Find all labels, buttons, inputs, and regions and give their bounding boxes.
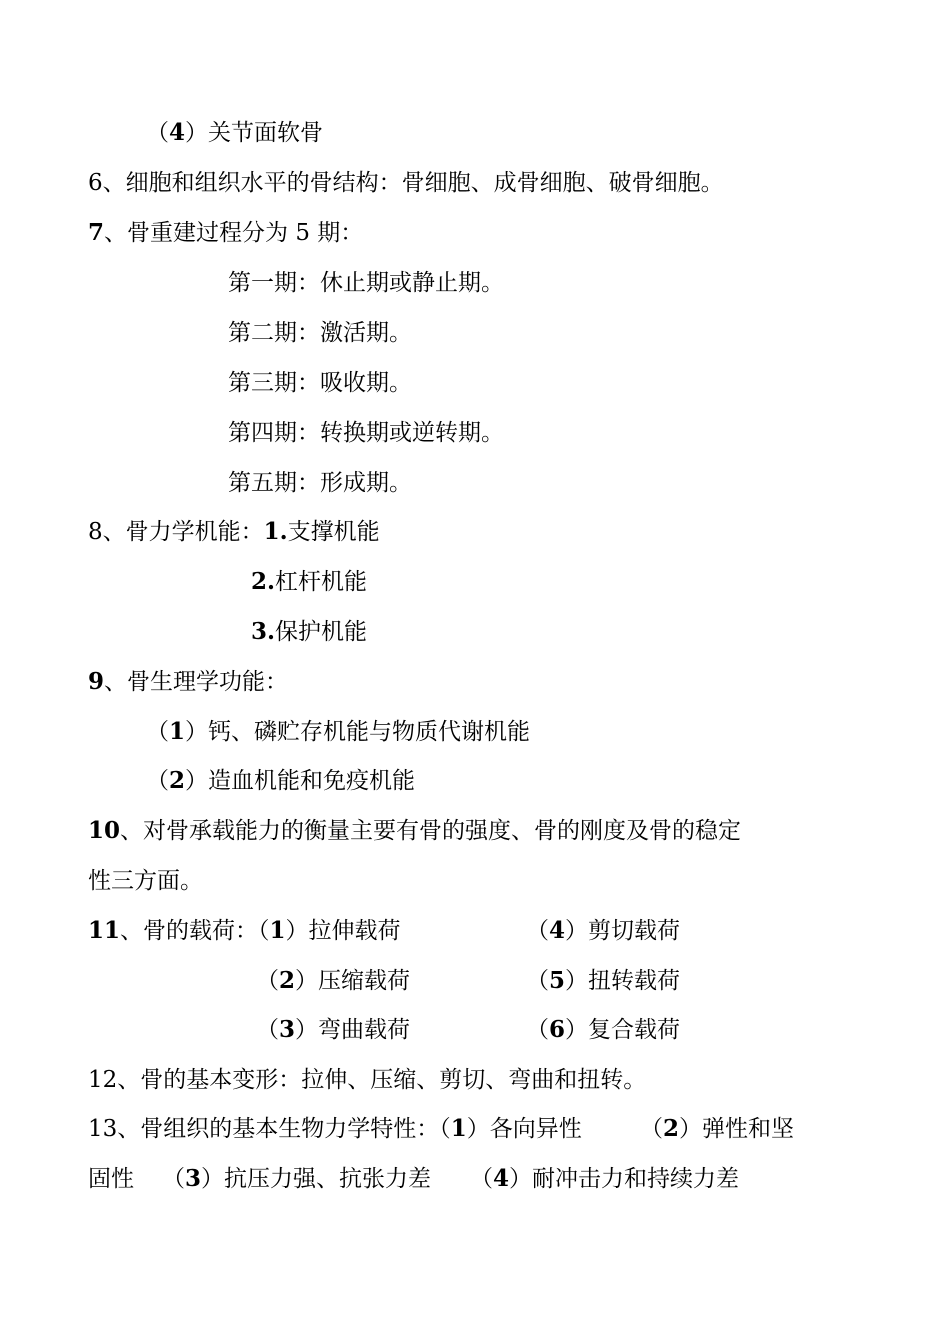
paren-open: （ bbox=[146, 719, 169, 745]
paren-close: ） bbox=[295, 968, 319, 994]
paren-open: （ bbox=[526, 918, 549, 944]
function-number: 2 bbox=[169, 767, 186, 794]
property-item bbox=[640, 1114, 794, 1144]
load-text: 扭转载荷 bbox=[588, 968, 681, 994]
function-number: 2. bbox=[251, 568, 276, 595]
paren-close: ） bbox=[285, 918, 309, 944]
item5-sub4 bbox=[146, 118, 323, 148]
item-number: 7 bbox=[88, 219, 105, 246]
item-8 bbox=[88, 517, 380, 547]
function-line bbox=[251, 567, 367, 597]
item-text: 、对骨承载能力的衡量主要有骨的强度、骨的刚度及骨的稳定 bbox=[120, 818, 742, 844]
property-number: 2 bbox=[663, 1115, 680, 1142]
property-item bbox=[470, 1164, 739, 1194]
function-line bbox=[251, 617, 367, 647]
item-13 bbox=[88, 1114, 828, 1144]
paren-open: （ bbox=[146, 120, 169, 146]
load-text: 压缩载荷 bbox=[318, 968, 411, 994]
load-number: 4 bbox=[549, 917, 566, 944]
item-number: 6 bbox=[88, 170, 103, 196]
item-number: 10 bbox=[88, 817, 121, 844]
load-number: 6 bbox=[549, 1016, 566, 1043]
function-number: 3. bbox=[251, 618, 276, 645]
item-text: 、细胞和组织水平的骨结构：骨细胞、成骨细胞、破骨细胞。 bbox=[102, 170, 724, 196]
item-6 bbox=[88, 168, 724, 198]
phase-line: 第五期：形成期。 bbox=[228, 470, 412, 496]
load-item bbox=[526, 1015, 680, 1045]
property-text: 固性 bbox=[88, 1166, 134, 1192]
load-line bbox=[256, 966, 756, 996]
function-text: 杠杆机能 bbox=[275, 569, 368, 595]
paren-close: ） bbox=[679, 1116, 703, 1142]
paren-open: （ bbox=[258, 918, 270, 944]
sub-number: 4 bbox=[169, 119, 186, 146]
paren-open: （ bbox=[146, 768, 169, 794]
function-text: 钙、磷贮存机能与物质代谢机能 bbox=[208, 719, 531, 745]
function-text: 造血机能和免疫机能 bbox=[208, 768, 416, 794]
load-item bbox=[526, 916, 680, 946]
item-number: 11 bbox=[88, 917, 121, 944]
item-number: 9 bbox=[88, 668, 105, 695]
function-number: 1 bbox=[169, 718, 186, 745]
paren-close: ） bbox=[185, 719, 209, 745]
property-text: 耐冲击力和持续力差 bbox=[532, 1166, 740, 1192]
item-10 bbox=[88, 816, 741, 846]
load-text: 剪切载荷 bbox=[588, 918, 681, 944]
property-number: 4 bbox=[493, 1165, 510, 1192]
load-text: 复合载荷 bbox=[588, 1017, 681, 1043]
load-number: 1 bbox=[269, 917, 286, 944]
property-number: 3 bbox=[185, 1165, 202, 1192]
paren-close: ） bbox=[201, 1166, 225, 1192]
property-text: 弹性和坚 bbox=[702, 1116, 795, 1142]
load-item bbox=[526, 966, 680, 996]
paren-open: （ bbox=[526, 968, 549, 994]
item-text: 、骨的基本变形：拉伸、压缩、剪切、弯曲和扭转。 bbox=[117, 1067, 647, 1093]
paren-open: （ bbox=[470, 1166, 493, 1192]
phase-line: 第三期：吸收期。 bbox=[228, 370, 412, 396]
paren-close: ） bbox=[466, 1116, 490, 1142]
paren-close: ） bbox=[565, 968, 589, 994]
paren-close: ） bbox=[185, 768, 209, 794]
load-line bbox=[256, 1015, 756, 1045]
item-9 bbox=[88, 667, 288, 697]
function-number: 1. bbox=[263, 518, 288, 545]
paren-open: （ bbox=[526, 1017, 549, 1043]
paren-close: ） bbox=[509, 1166, 533, 1192]
phase-line: 第四期：转换期或逆转期。 bbox=[228, 420, 504, 446]
item-text: 、骨生理学功能： bbox=[104, 669, 289, 695]
function-line bbox=[146, 717, 530, 747]
paren-open: （ bbox=[256, 1017, 279, 1043]
sub-text: 关节面软骨 bbox=[208, 120, 324, 146]
property-number: 1 bbox=[450, 1115, 467, 1142]
property-text: 各向异性 bbox=[489, 1116, 582, 1142]
load-text: 弯曲载荷 bbox=[318, 1017, 411, 1043]
item-number: 8 bbox=[88, 519, 103, 545]
paren-open: （ bbox=[439, 1116, 451, 1142]
load-number: 5 bbox=[549, 967, 566, 994]
function-text: 支撑机能 bbox=[287, 519, 380, 545]
paren-close: ） bbox=[295, 1017, 319, 1043]
paren-close: ） bbox=[565, 1017, 589, 1043]
load-text: 拉伸载荷 bbox=[308, 918, 401, 944]
property-text: 抗压力强、抗张力差 bbox=[224, 1166, 432, 1192]
item-number: 12 bbox=[88, 1067, 118, 1093]
phase-line: 第二期：激活期。 bbox=[228, 320, 412, 346]
phase-line: 第一期：休止期或静止期。 bbox=[228, 270, 504, 296]
item-13-continued bbox=[88, 1164, 828, 1194]
item-11 bbox=[88, 916, 788, 946]
function-text: 保护机能 bbox=[275, 619, 368, 645]
paren-open: （ bbox=[162, 1166, 185, 1192]
function-line bbox=[146, 766, 415, 796]
item-text: 、骨重建过程分为 5 期： bbox=[104, 220, 364, 246]
paren-close: ） bbox=[185, 120, 209, 146]
item-text: 、骨组织的基本生物力学特性： bbox=[117, 1116, 440, 1142]
paren-close: ） bbox=[565, 918, 589, 944]
item-text: 、骨力学机能： bbox=[102, 519, 264, 545]
item-text: 、骨的载荷： bbox=[120, 918, 259, 944]
load-number: 2 bbox=[279, 967, 296, 994]
item-10-continued: 性三方面。 bbox=[88, 868, 203, 894]
paren-open: （ bbox=[256, 968, 279, 994]
property-item bbox=[162, 1164, 431, 1194]
item-7 bbox=[88, 218, 363, 248]
item-12 bbox=[88, 1065, 646, 1095]
paren-open: （ bbox=[640, 1116, 663, 1142]
load-number: 3 bbox=[279, 1016, 296, 1043]
item-number: 13 bbox=[88, 1116, 118, 1142]
